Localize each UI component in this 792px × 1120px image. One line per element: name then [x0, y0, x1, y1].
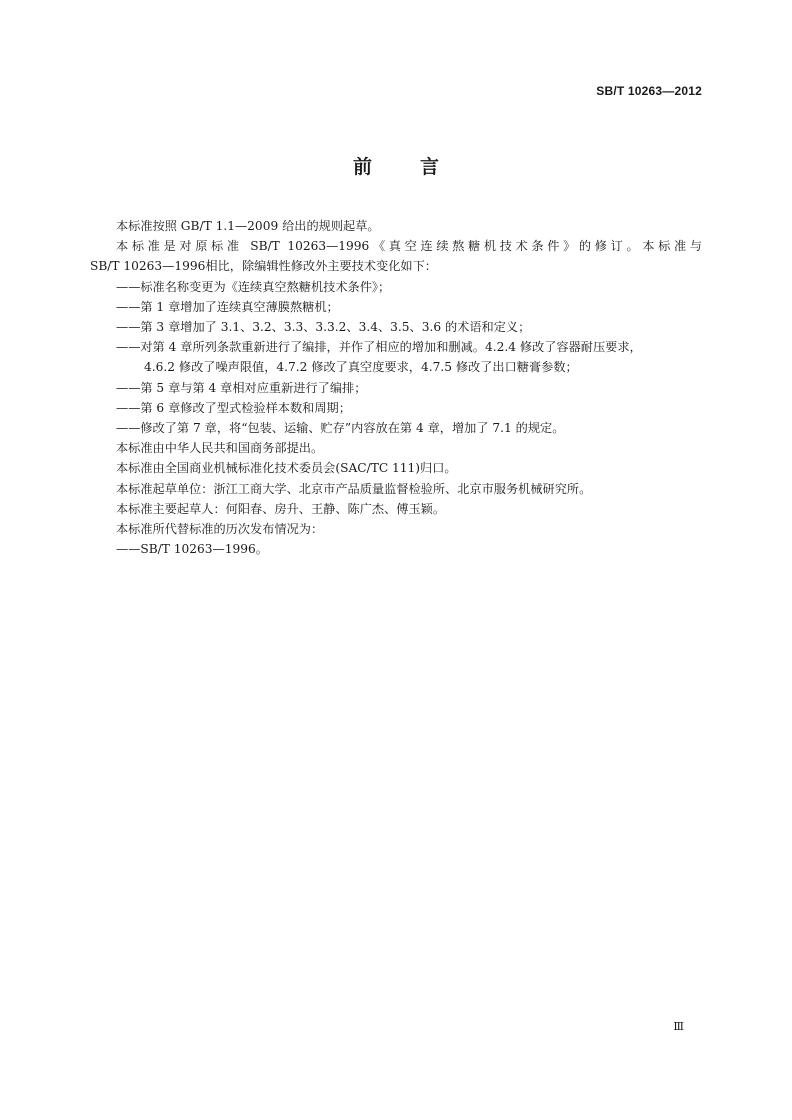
paragraph-revision-line2: SB/T 10263—1996相比，除编辑性修改外主要技术变化如下： — [90, 259, 437, 274]
document-code: SB/T 10263—2012 — [596, 84, 702, 98]
title-char-1: 前 — [352, 156, 372, 178]
paragraph-proposer: 本标准由中华人民共和国商务部提出。 — [116, 441, 324, 456]
list-item-chapter4-line1: ——对第 4 章所列条款重新进行了编排，并作了相应的增加和删减。4.2.4 修改了容器耐压要求， — [116, 340, 642, 355]
list-item-chapter1: ——第 1 章增加了连续真空薄膜熬糖机； — [116, 299, 339, 314]
page-number: Ⅲ — [673, 1020, 684, 1033]
paragraph-drafters: 本标准主要起草人：何阳春、房升、王静、陈广杰、傅玉颖。 — [116, 501, 446, 516]
foreword-body — [90, 216, 702, 559]
list-item-name-change: ——标准名称变更为《连续真空熬糖机技术条件》； — [116, 279, 391, 294]
title-char-2: 言 — [420, 156, 440, 178]
list-item-previous-edition: ——SB/T 10263—1996。 — [116, 542, 268, 557]
page-title — [0, 152, 792, 179]
list-item-chapter7: ——修改了第 7 章，将“包装、运输、贮存”内容放在第 4 章，增加了 7.1 的规定。 — [116, 421, 565, 436]
paragraph-revision-line1: 本标准是对原标准 SB/T 10263—1996《真空连续熬糖机技术条件》的修订。本标准与 — [116, 239, 702, 254]
list-item-chapter5: ——第 5 章与第 4 章相对应重新进行了编排； — [116, 380, 367, 395]
list-item-chapter6: ——第 6 章修改了型式检验样本数和周期； — [116, 400, 351, 415]
paragraph-drafting-rules: 本标准按照 GB/T 1.1—2009 给出的规则起草。 — [116, 219, 380, 233]
paragraph-committee: 本标准由全国商业机械标准化技术委员会(SAC/TC 111)归口。 — [116, 461, 457, 476]
list-item-chapter3: ——第 3 章增加了 3.1、3.2、3.3、3.3.2、3.4、3.5、3.6 的术语和定义； — [116, 320, 531, 335]
list-item-chapter4-line2: 4.6.2 修改了噪声限值，4.7.2 修改了真空度要求，4.7.5 修改了出口糖膏参数； — [144, 360, 578, 375]
paragraph-drafting-units: 本标准起草单位：浙江工商大学、北京市产品质量监督检验所、北京市服务机械研究所。 — [116, 481, 592, 496]
paragraph-history: 本标准所代替标准的历次发布情况为： — [116, 522, 324, 537]
